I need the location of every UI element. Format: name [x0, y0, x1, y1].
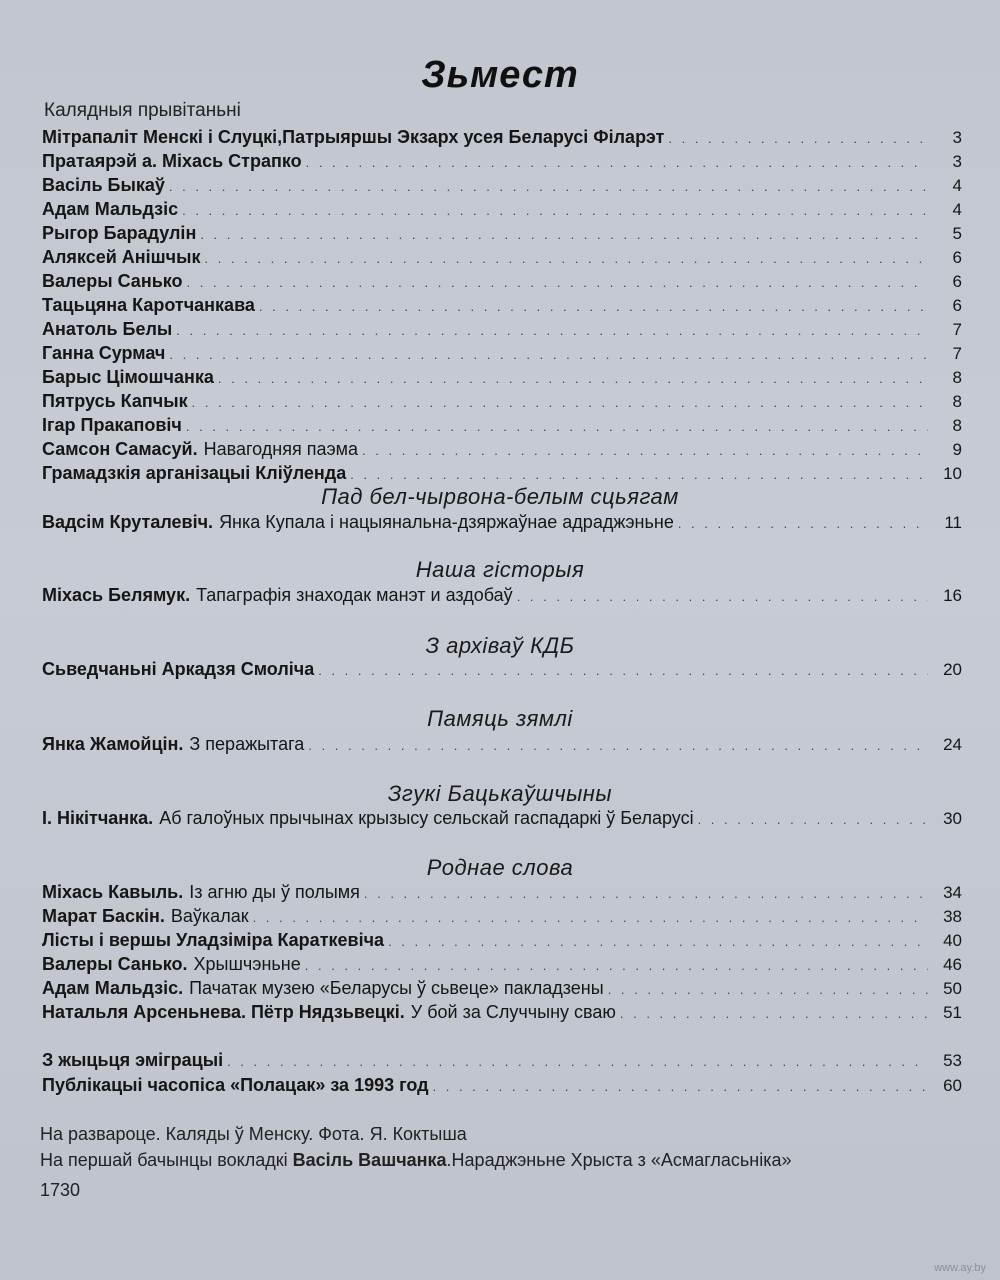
toc-entry-author: Тацьцяна Каротчанкава — [42, 295, 255, 315]
toc-entry — [42, 197, 962, 221]
toc-entry — [42, 1073, 962, 1097]
toc-entry-page: 7 — [952, 344, 962, 363]
dot-leader — [306, 151, 928, 175]
toc-entry — [42, 1000, 962, 1024]
dot-leader — [176, 319, 928, 343]
toc-entry-page: 16 — [943, 586, 962, 605]
toc-entry — [42, 221, 962, 245]
toc-entry-page: 10 — [943, 464, 962, 483]
section-heading: Наша гісторыя — [415, 557, 585, 582]
section-heading: Згукі Бацькаўшчыны — [387, 781, 613, 806]
toc-entry-work: Аб галоўных прычынах крызысу сельскай гаспадаркі ў Беларусі — [159, 808, 694, 828]
toc-entry-page: 8 — [952, 416, 962, 435]
toc-entry-author: Адам Мальдзіс — [42, 199, 179, 219]
toc-entry-author: Публікацыі часопіса «Полацак» за 1993 год — [42, 1075, 429, 1095]
section-heading: З архіваў КДБ — [425, 633, 575, 658]
toc-entry-author: Вадсім Круталевіч. — [42, 512, 214, 532]
toc-entry — [42, 928, 962, 952]
toc-entry-work: Пачатак музею «Беларусы ў сьвеце» пакладзены — [189, 978, 604, 998]
toc-entry — [42, 732, 962, 756]
toc-entry-page: 24 — [943, 735, 962, 754]
toc-entry-author: Пратаярэй а. Міхась Страпко — [42, 151, 302, 171]
toc-entry-work: Навагодняя паэма — [203, 439, 359, 459]
toc-entry — [42, 293, 962, 317]
note-line-2 — [40, 1148, 792, 1172]
toc-entry-page: 6 — [952, 272, 962, 291]
toc-entry — [42, 1048, 962, 1072]
toc-entry — [42, 437, 962, 461]
toc-entry-work: З перажытага — [189, 734, 305, 754]
dot-leader — [433, 1075, 928, 1099]
dot-leader — [388, 930, 928, 954]
toc-entry — [42, 976, 962, 1000]
toc-entry-page: 3 — [952, 128, 962, 147]
toc-entry-page: 9 — [952, 440, 962, 459]
dot-leader — [182, 199, 928, 223]
toc-entry-author: Анатоль Белы — [42, 319, 173, 339]
dot-leader — [253, 906, 928, 930]
dot-leader — [364, 882, 928, 906]
toc-entry-work: Із агню ды ў полымя — [189, 882, 360, 902]
toc-entry — [42, 317, 962, 341]
toc-entry-page: 46 — [943, 955, 962, 974]
toc-entry-author: Грамадзкія арганізацыі Кліўленда — [42, 463, 347, 483]
toc-entry-page: 60 — [943, 1076, 962, 1095]
toc-entry — [42, 125, 962, 149]
toc-entry — [42, 461, 962, 485]
toc-entry-author: Рыгор Барадулін — [42, 223, 197, 243]
watermark: www.ay.by — [934, 1262, 986, 1274]
toc-entry-author: І. Нікітчанка. — [42, 808, 154, 828]
toc-entry-page: 34 — [943, 883, 962, 902]
toc-entry-author: Валеры Санько. — [42, 954, 188, 974]
toc-entry-page: 51 — [943, 1003, 962, 1022]
toc-entry-author: Ігар Пракаповіч — [42, 415, 182, 435]
toc-entry-page: 7 — [952, 320, 962, 339]
dot-leader — [169, 343, 928, 367]
toc-entry-page: 5 — [952, 224, 962, 243]
dot-leader — [192, 391, 928, 415]
toc-entry-author: Янка Жамойцін. — [42, 734, 184, 754]
section-heading: Пад бел-чырвона-белым сцьягам — [321, 484, 679, 509]
note-line-1: На развароце. Каляды ў Менску. Фота. Я. Коктыша — [40, 1124, 467, 1144]
dot-leader — [668, 127, 928, 151]
section-heading: Роднае слова — [426, 855, 574, 880]
toc-entry — [42, 952, 962, 976]
dot-leader — [227, 1050, 928, 1074]
toc-entry-author: Натальля Арсеньнева. Пётр Нядзьвецкі. — [42, 1002, 405, 1022]
dot-leader — [200, 223, 928, 247]
toc-entry-page: 3 — [952, 152, 962, 171]
toc-entry — [42, 413, 962, 437]
dot-leader — [608, 978, 928, 1002]
note-line-3: 1730 — [40, 1180, 81, 1200]
toc-entry-author: Лісты і вершы Уладзіміра Караткевіча — [42, 930, 385, 950]
dot-leader — [186, 415, 928, 439]
dot-leader — [678, 512, 928, 536]
toc-entry-work: Ваўкалак — [170, 906, 249, 926]
dot-leader — [620, 1002, 928, 1026]
toc-entry-page: 50 — [943, 979, 962, 998]
toc-entry — [42, 365, 962, 389]
dot-leader — [305, 954, 928, 978]
toc-entry — [42, 657, 962, 681]
toc-entry-work: Хрышчэньне — [193, 954, 301, 974]
toc-entry-page: 40 — [943, 931, 962, 950]
dot-leader — [308, 734, 928, 758]
dot-leader — [517, 585, 928, 609]
toc-entry-author: Барыс Цімошчанка — [42, 367, 214, 387]
toc-entry-page: 8 — [952, 368, 962, 387]
toc-entry-author: Аляксей Анішчык — [42, 247, 201, 267]
toc-entry-page: 4 — [952, 176, 962, 195]
note-line-2-author: Васіль Вашчанка — [292, 1150, 447, 1170]
toc-entry — [42, 904, 962, 928]
toc-entry-author: Міхась Белямук. — [42, 585, 191, 605]
dot-leader — [362, 439, 928, 463]
toc-entry-work: У бой за Случчыну сваю — [410, 1002, 616, 1022]
toc-entry — [42, 173, 962, 197]
toc-entry — [42, 583, 962, 607]
section-heading: Памяць зямлі — [427, 706, 573, 731]
dot-leader — [187, 271, 928, 295]
toc-entry-author: Самсон Самасуй. — [42, 439, 198, 459]
dot-leader — [318, 659, 928, 683]
dot-leader — [698, 808, 928, 832]
toc-entry-author: Міхась Кавыль. — [42, 882, 184, 902]
toc-entry-author: Марат Баскін. — [42, 906, 165, 926]
toc-entry-work: Янка Купала і нацыянальна-дзяржаўнае адраджэньне — [219, 512, 674, 532]
toc-entry-page: 20 — [943, 660, 962, 679]
toc-entry-page: 4 — [952, 200, 962, 219]
dot-leader — [169, 175, 928, 199]
toc-entry-author: Васіль Быкаў — [42, 175, 165, 195]
toc-entry-page: 30 — [943, 809, 962, 828]
toc-entry-page: 8 — [952, 392, 962, 411]
toc-entry — [42, 510, 962, 534]
toc-entry — [42, 880, 962, 904]
dot-leader — [205, 247, 928, 271]
dot-leader — [259, 295, 928, 319]
toc-entry-author: З жыцьця эміграцыі — [42, 1050, 224, 1070]
toc-entry-author: Сьведчаньні Аркадзя Смоліча — [42, 659, 315, 679]
toc-entry-author: Адам Мальдзіс. — [42, 978, 184, 998]
toc-entry — [42, 341, 962, 365]
toc-entry-page: 53 — [943, 1051, 962, 1070]
toc-entry-page: 38 — [943, 907, 962, 926]
toc-entry-page: 6 — [952, 296, 962, 315]
toc-entry — [42, 245, 962, 269]
dot-leader — [218, 367, 928, 391]
toc-entry-author: Пятрусь Капчык — [42, 391, 188, 411]
page-title: Зьмест — [421, 54, 579, 96]
toc-entry — [42, 806, 962, 830]
toc-entry-work: Тапаграфія знаходак манэт и аздобаў — [196, 585, 513, 605]
toc-entry — [42, 149, 962, 173]
toc-entry-author: Мітрапаліт Менскі і Слуцкі,Патрыяршы Экзарх усея Беларусі Філарэт — [42, 127, 665, 147]
toc-entry — [42, 269, 962, 293]
note-line-2-prefix: На першай бачынцы вокладкі — [40, 1150, 293, 1170]
toc-entry-author: Ганна Сурмач — [42, 343, 166, 363]
toc-entry-page: 6 — [952, 248, 962, 267]
note-line-2-suffix: .Нараджэньне Хрыста з «Асмагласьніка» — [446, 1150, 792, 1170]
toc-entry-page: 11 — [944, 513, 962, 532]
toc-entry — [42, 389, 962, 413]
greetings-label: Калядныя прывітаньні — [44, 100, 241, 121]
toc-entry-author: Валеры Санько — [42, 271, 183, 291]
